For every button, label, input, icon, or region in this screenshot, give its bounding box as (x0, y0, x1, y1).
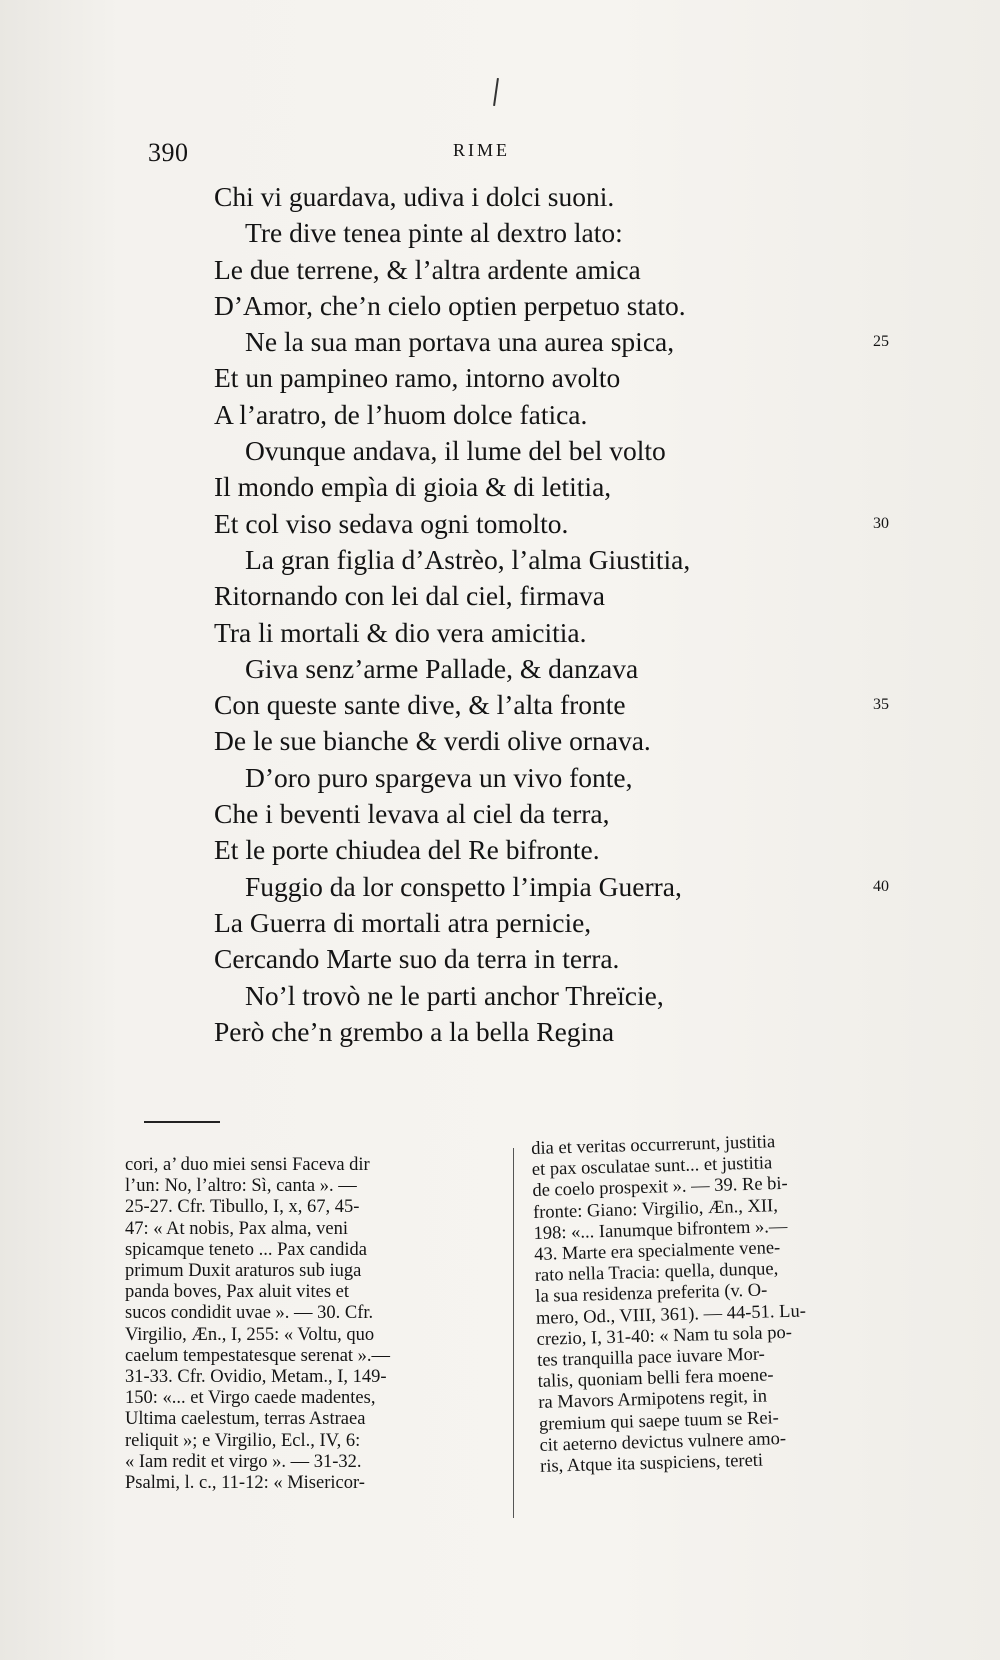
verse-text: A l’aratro, de l’huom dolce fatica. (214, 398, 588, 430)
verse-line (0, 651, 1000, 687)
verse-line (0, 397, 1000, 433)
footnote-column-divider (513, 1148, 514, 1518)
footnote-line: de coelo prospexit ». — 39. Re bi- (532, 1174, 789, 1202)
footnote-line: spicamque teneto ... Pax candida (125, 1239, 367, 1260)
footnote-line: 47: « At nobis, Pax alma, veni (125, 1218, 349, 1239)
verse-text: Con queste sante dive, & l’alta fronte (214, 689, 626, 721)
footnote-line: fronte: Giano: Virgilio, Æn., XII, (532, 1195, 779, 1223)
verse-text: Tra li mortali & dio vera amicitia. (214, 616, 587, 648)
verse-line (0, 252, 1000, 288)
ink-mark (493, 78, 499, 106)
footnote-line: reliquit »; e Virgilio, Ecl., IV, 6: (125, 1430, 361, 1451)
page-number: 390 (148, 138, 189, 167)
verse-text: Che i beventi levava al ciel da terra, (214, 798, 610, 830)
footnote-line: crezio, I, 31-40: « Nam tu sola po- (536, 1322, 793, 1350)
verse-line (0, 506, 1000, 542)
footnote-line: tes tranquilla pace iuvare Mor- (536, 1344, 766, 1371)
footnote-line: 25-27. Cfr. Tibullo, I, x, 67, 45- (125, 1197, 360, 1218)
line-number: 35 (873, 696, 889, 714)
verse-line (0, 469, 1000, 505)
line-number: 40 (873, 877, 889, 895)
footnote-line: gremium qui saepe tuum se Rei- (538, 1407, 780, 1435)
verse-line (0, 360, 1000, 396)
verse-text: Chi vi guardava, udiva i dolci suoni. (214, 181, 615, 212)
verse-text: Fuggio da lor conspetto l’impia Guerra, (245, 870, 682, 902)
verse-line (0, 215, 1000, 251)
footnote-line: 198: «... Ianumque bifrontem ».— (533, 1216, 788, 1244)
verse-text: Cercando Marte suo da terra in terra. (214, 943, 620, 975)
verse-text: La gran figlia d’Astrèo, l’alma Giustitia, (245, 543, 691, 575)
footnote-line: la sua residenza preferita (v. O- (535, 1280, 768, 1308)
footnote-line: Ultima caelestum, terras Astraea (125, 1409, 366, 1430)
footnote-line: talis, quoniam belli fera moene- (537, 1365, 774, 1393)
footnotes-right-column (531, 1128, 926, 1478)
verse-text: No’l trovò ne le parti anchor Threïcie, (245, 979, 664, 1011)
footnote-line: cori, a’ duo miei sensi Faceva dir (125, 1155, 370, 1175)
footnote-line: 150: «... et Virgo caede madentes, (125, 1388, 376, 1409)
verse-line (0, 179, 1000, 215)
verse-text: Tre dive tenea pinte al dextro lato: (245, 217, 623, 249)
footnote-line: ris, Atque ita suspiciens, tereti (539, 1450, 764, 1477)
verse-line (0, 542, 1000, 578)
footnote-line: cit aeterno devictus vulnere amo- (539, 1428, 787, 1456)
footnote-line: sucos condidit uvae ». — 30. Cfr. (125, 1303, 374, 1324)
verse-line (0, 869, 1000, 905)
footnote-line: « Iam redit et virgo ». — 31-32. (125, 1451, 362, 1472)
footnote-line: l’un: No, l’altro: Sì, canta ». — (125, 1176, 357, 1197)
footnote-line: rato nella Tracia: quella, dunque, (534, 1259, 779, 1287)
footnote-rule (144, 1121, 220, 1123)
verse-text: Però che’n grembo a la bella Regina (214, 1015, 615, 1047)
verse-line (0, 832, 1000, 868)
line-number: 25 (873, 333, 889, 351)
verse-text: D’Amor, che’n cielo optien perpetuo stato. (214, 289, 686, 321)
footnote-line: dia et veritas occurrerunt, justitia (531, 1132, 776, 1159)
verse-line (0, 1014, 1000, 1050)
footnote-line: 31-33. Cfr. Ovidio, Metam., I, 149- (125, 1367, 387, 1388)
verse-text: Et le porte chiudea del Re bifronte. (214, 834, 600, 866)
footnote-line: ra Mavors Armipotens regit, in (538, 1386, 768, 1414)
footnote-line: et pax osculatae sunt... et justitia (531, 1153, 773, 1181)
footnote-line: mero, Od., VIII, 361). — 44-51. Lu- (535, 1301, 807, 1329)
verse-line (0, 687, 1000, 723)
verse-text: Il mondo empìa di gioia & di letitia, (214, 471, 612, 503)
verse-line (0, 433, 1000, 469)
verse-text: Le due terrene, & l’altra ardente amica (214, 253, 641, 285)
line-number: 30 (873, 514, 889, 532)
verse-text: De le sue bianche & verdi olive ornava. (214, 725, 651, 757)
verse-line (0, 723, 1000, 759)
verse-line (0, 978, 1000, 1014)
verse-line (0, 615, 1000, 651)
verse-text: Ne la sua man portava una aurea spica, (245, 326, 675, 358)
footnotes-left-column (125, 1155, 501, 1494)
poem-verses (0, 179, 1000, 1050)
verse-text: Et col viso sedava ogni tomolto. (214, 507, 569, 539)
verse-line (0, 578, 1000, 614)
verse-line (0, 796, 1000, 832)
verse-line (0, 324, 1000, 360)
footnote-line: Psalmi, l. c., 11-12: « Misericor- (125, 1473, 365, 1494)
verse-line (0, 760, 1000, 796)
verse-line (0, 288, 1000, 324)
verse-text: La Guerra di mortali atra pernicie, (214, 906, 592, 938)
verse-line (0, 905, 1000, 941)
verse-text: Ritornando con lei dal ciel, firmava (214, 580, 605, 612)
footnote-line: 43. Marte era specialmente vene- (533, 1238, 781, 1265)
verse-line (0, 941, 1000, 977)
footnote-line: primum Duxit araturos sub iuga (125, 1261, 362, 1282)
verse-text: D’oro puro spargeva un vivo fonte, (245, 761, 633, 793)
footnote-line: caelum tempestatesque serenat ».— (125, 1345, 391, 1366)
verse-text: Giva senz’arme Pallade, & danzava (245, 652, 639, 684)
footnote-line: panda boves, Pax aluit vites et (125, 1282, 350, 1303)
verse-text: Ovunque andava, il lume del bel volto (245, 435, 666, 467)
verse-text: Et un pampineo ramo, intorno avolto (214, 362, 621, 394)
running-head: RIME (453, 140, 510, 160)
footnote-line: Virgilio, Æn., I, 255: « Voltu, quo (125, 1324, 375, 1345)
